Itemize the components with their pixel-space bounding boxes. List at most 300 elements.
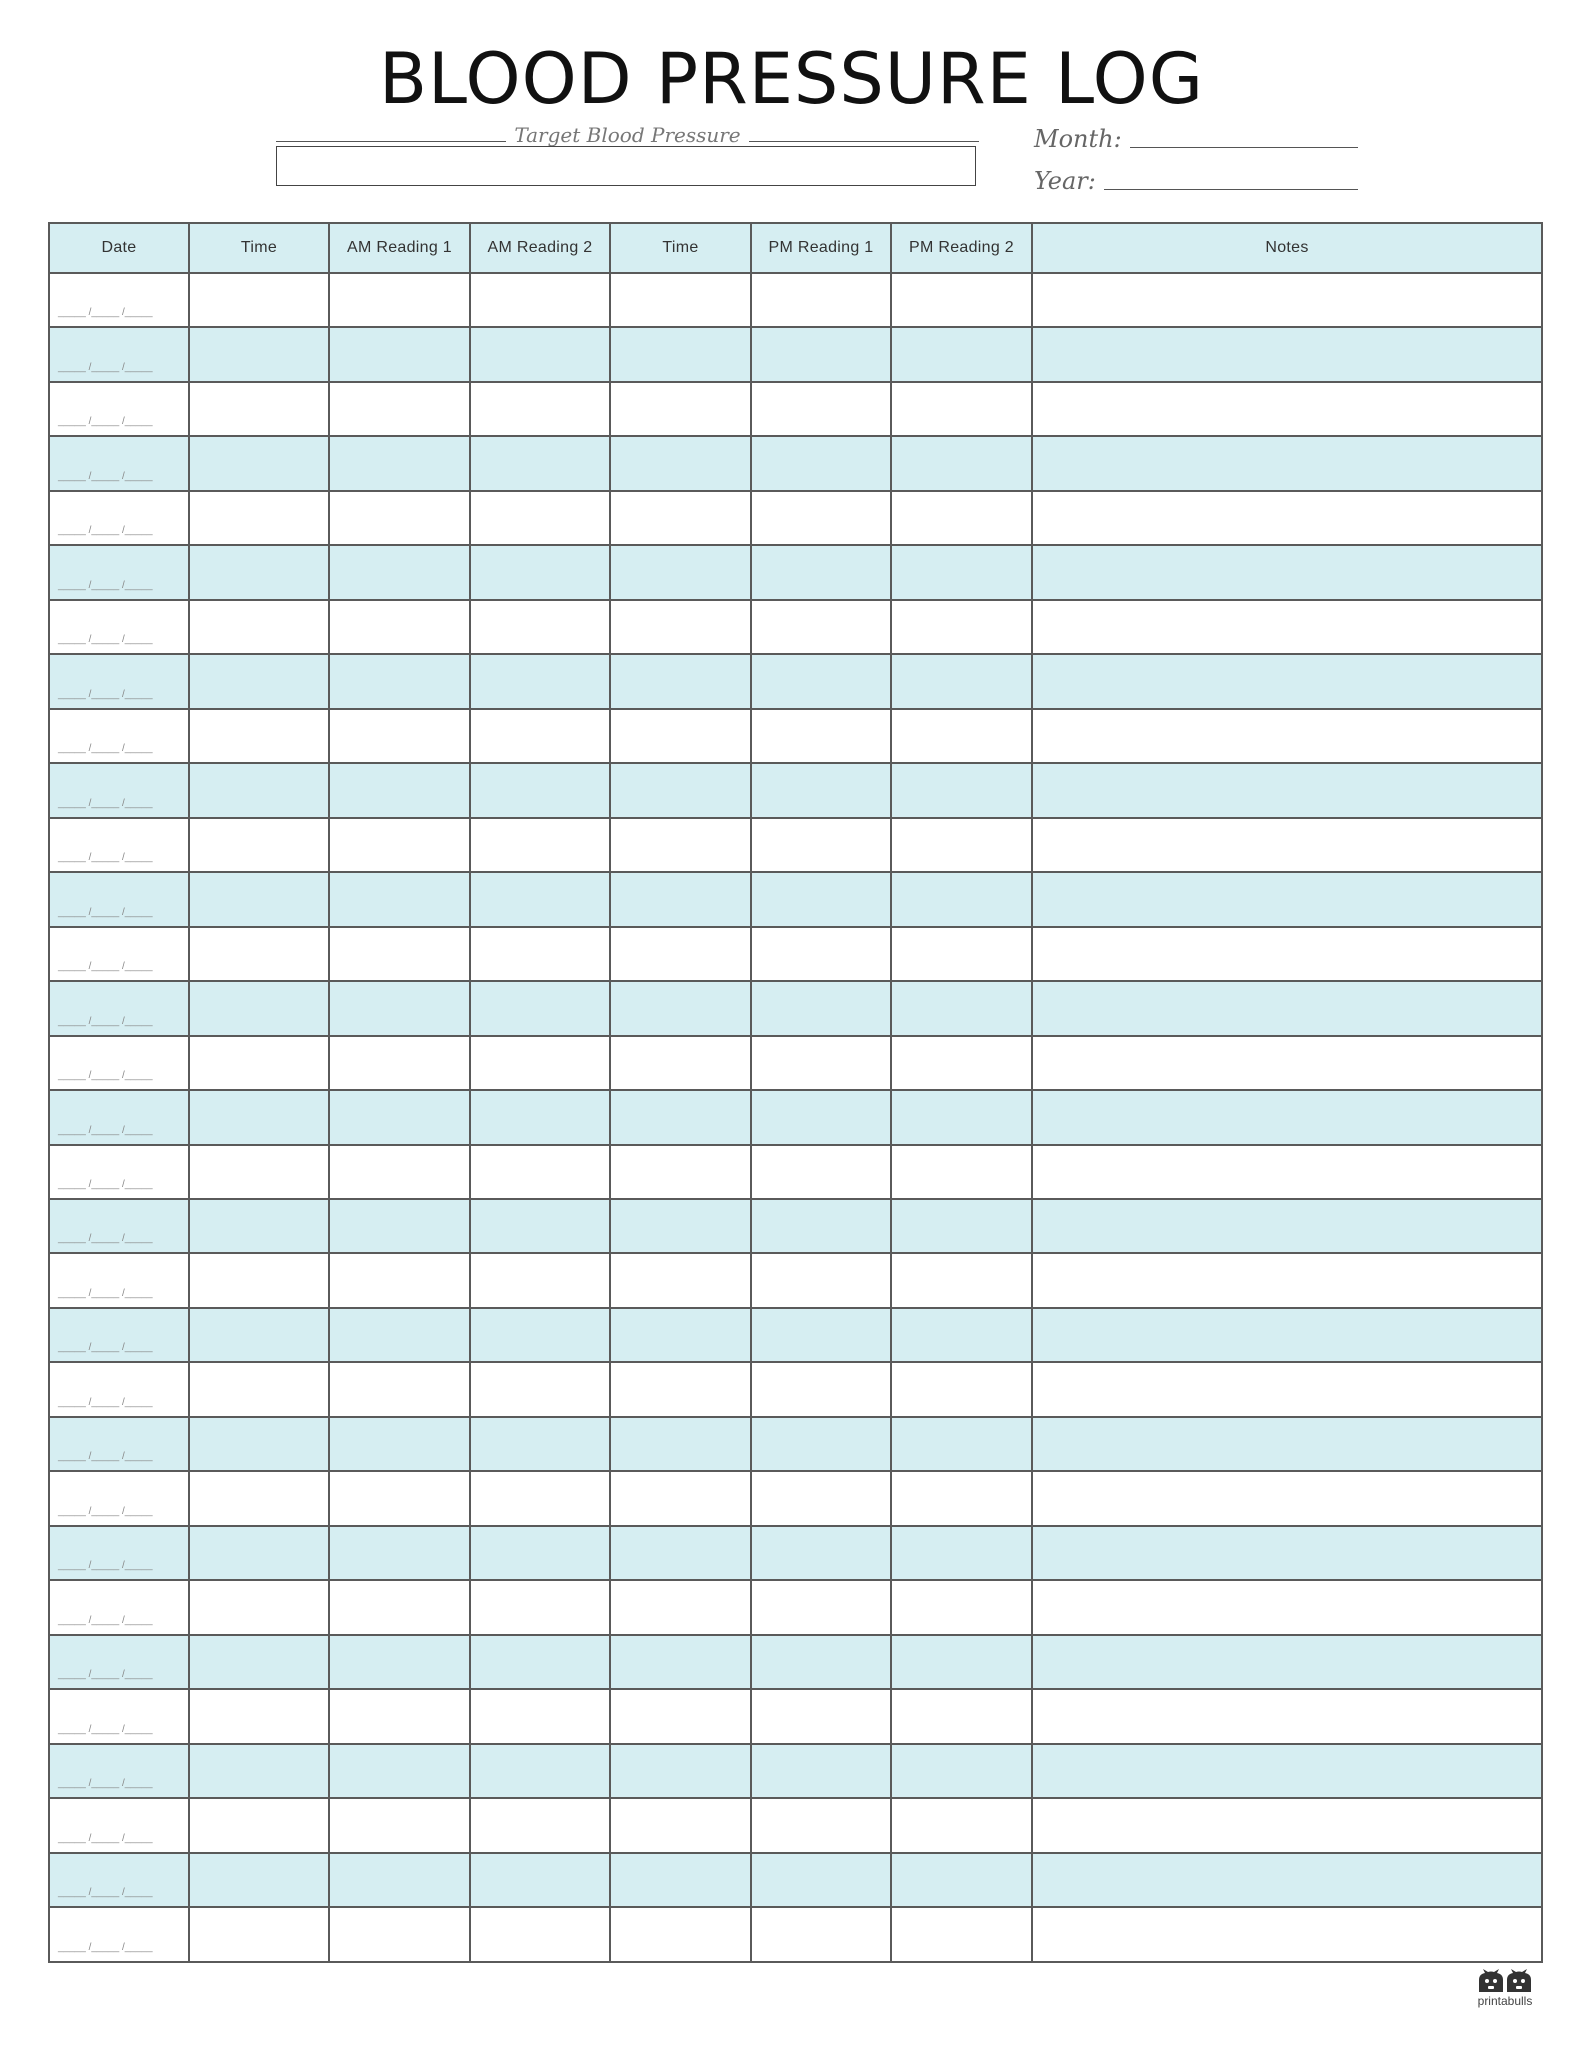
date-placeholder: _____ /_____ /_____ [58, 1342, 153, 1354]
am-reading-1-cell[interactable] [329, 1308, 470, 1362]
notes-cell[interactable] [1032, 1580, 1542, 1634]
am-time-cell[interactable] [189, 1635, 329, 1689]
pm-reading-2-cell[interactable] [891, 600, 1032, 654]
month-field[interactable] [1130, 147, 1358, 148]
pm-reading-1-cell[interactable] [751, 1853, 891, 1907]
notes-cell[interactable] [1032, 1253, 1542, 1307]
am-reading-1-cell[interactable] [329, 1090, 470, 1144]
pm-reading-2-cell[interactable] [891, 1090, 1032, 1144]
date-cell[interactable] [49, 1798, 189, 1852]
am-reading-1-cell[interactable] [329, 818, 470, 872]
am-reading-2-cell[interactable] [470, 1798, 610, 1852]
am-time-cell[interactable] [189, 1253, 329, 1307]
am-reading-1-cell[interactable] [329, 1635, 470, 1689]
date-cell[interactable] [49, 654, 189, 708]
notes-cell[interactable] [1032, 436, 1542, 490]
am-reading-1-cell[interactable] [329, 1853, 470, 1907]
date-cell[interactable] [49, 1907, 189, 1962]
date-placeholder: _____ /_____ /_____ [58, 1669, 153, 1681]
date-cell[interactable] [49, 1744, 189, 1798]
pm-reading-2-cell[interactable] [891, 1417, 1032, 1471]
pm-reading-1-cell[interactable] [751, 654, 891, 708]
notes-cell[interactable] [1032, 1036, 1542, 1090]
notes-cell[interactable] [1032, 1853, 1542, 1907]
am-reading-2-cell[interactable] [470, 1036, 610, 1090]
am-reading-1-cell[interactable] [329, 327, 470, 381]
column-header-am-reading-1: AM Reading 1 [329, 223, 470, 273]
pm-reading-1-cell[interactable] [751, 273, 891, 327]
am-time-cell[interactable] [189, 1471, 329, 1525]
notes-cell[interactable] [1032, 927, 1542, 981]
pm-reading-2-cell[interactable] [891, 709, 1032, 763]
table-row [49, 1907, 1542, 1962]
am-time-cell[interactable] [189, 273, 329, 327]
am-reading-2-cell[interactable] [470, 654, 610, 708]
am-time-cell[interactable] [189, 981, 329, 1035]
target-blood-pressure-field[interactable] [276, 146, 976, 186]
date-cell[interactable] [49, 1580, 189, 1634]
pm-reading-1-cell[interactable] [751, 1907, 891, 1962]
pm-time-cell[interactable] [610, 1090, 751, 1144]
date-cell[interactable] [49, 1635, 189, 1689]
table-row [49, 1689, 1542, 1743]
am-reading-2-cell[interactable] [470, 1253, 610, 1307]
pm-time-cell[interactable] [610, 273, 751, 327]
date-cell[interactable] [49, 1526, 189, 1580]
notes-cell[interactable] [1032, 1689, 1542, 1743]
pm-time-cell[interactable] [610, 1471, 751, 1525]
pm-reading-2-cell[interactable] [891, 763, 1032, 817]
notes-cell[interactable] [1032, 818, 1542, 872]
am-reading-2-cell[interactable] [470, 981, 610, 1035]
am-time-cell[interactable] [189, 763, 329, 817]
pm-time-cell[interactable] [610, 654, 751, 708]
pm-reading-1-cell[interactable] [751, 1253, 891, 1307]
am-reading-2-cell[interactable] [470, 818, 610, 872]
notes-cell[interactable] [1032, 327, 1542, 381]
pm-time-cell[interactable] [610, 1635, 751, 1689]
am-reading-1-cell[interactable] [329, 709, 470, 763]
date-cell[interactable] [49, 1853, 189, 1907]
pm-time-cell[interactable] [610, 382, 751, 436]
pm-time-cell[interactable] [610, 927, 751, 981]
date-cell[interactable] [49, 981, 189, 1035]
pm-time-cell[interactable] [610, 1308, 751, 1362]
am-time-cell[interactable] [189, 1308, 329, 1362]
pm-time-cell[interactable] [610, 1036, 751, 1090]
am-time-cell[interactable] [189, 327, 329, 381]
am-reading-2-cell[interactable] [470, 1199, 610, 1253]
pm-reading-1-cell[interactable] [751, 1362, 891, 1416]
date-placeholder: _____ /_____ /_____ [58, 579, 153, 591]
am-time-cell[interactable] [189, 1798, 329, 1852]
am-reading-2-cell[interactable] [470, 1471, 610, 1525]
date-cell[interactable] [49, 436, 189, 490]
notes-cell[interactable] [1032, 1798, 1542, 1852]
date-cell[interactable] [49, 382, 189, 436]
target-blood-pressure-label: Target Blood Pressure [514, 123, 741, 147]
notes-cell[interactable] [1032, 1744, 1542, 1798]
date-placeholder: _____ /_____ /_____ [58, 1942, 153, 1953]
pm-reading-1-cell[interactable] [751, 1635, 891, 1689]
date-cell[interactable] [49, 709, 189, 763]
target-rule-right [749, 141, 979, 142]
am-reading-2-cell[interactable] [470, 1526, 610, 1580]
notes-cell[interactable] [1032, 1362, 1542, 1416]
am-reading-2-cell[interactable] [470, 273, 610, 327]
page-title: BLOOD PRESSURE LOG [378, 38, 1205, 120]
pm-reading-2-cell[interactable] [891, 654, 1032, 708]
notes-cell[interactable] [1032, 654, 1542, 708]
date-cell[interactable] [49, 818, 189, 872]
am-reading-2-cell[interactable] [470, 436, 610, 490]
date-cell[interactable] [49, 927, 189, 981]
notes-cell[interactable] [1032, 872, 1542, 926]
pm-reading-1-cell[interactable] [751, 1689, 891, 1743]
am-reading-1-cell[interactable] [329, 1798, 470, 1852]
notes-cell[interactable] [1032, 1526, 1542, 1580]
pm-reading-2-cell[interactable] [891, 1798, 1032, 1852]
am-reading-1-cell[interactable] [329, 1362, 470, 1416]
am-reading-1-cell[interactable] [329, 872, 470, 926]
date-cell[interactable] [49, 1145, 189, 1199]
pm-reading-2-cell[interactable] [891, 545, 1032, 599]
pm-reading-1-cell[interactable] [751, 1036, 891, 1090]
pm-reading-1-cell[interactable] [751, 1744, 891, 1798]
date-placeholder: _____ /_____ /_____ [58, 361, 153, 373]
pm-time-cell[interactable] [610, 600, 751, 654]
pm-time-cell[interactable] [610, 1253, 751, 1307]
am-reading-2-cell[interactable] [470, 600, 610, 654]
pm-reading-2-cell[interactable] [891, 1580, 1032, 1634]
am-time-cell[interactable] [189, 545, 329, 599]
pm-reading-2-cell[interactable] [891, 436, 1032, 490]
date-placeholder: _____ /_____ /_____ [58, 307, 153, 319]
pm-reading-1-cell[interactable] [751, 1308, 891, 1362]
am-reading-1-cell[interactable] [329, 981, 470, 1035]
pm-time-cell[interactable] [610, 1689, 751, 1743]
date-placeholder: _____ /_____ /_____ [58, 525, 153, 537]
pm-reading-1-cell[interactable] [751, 763, 891, 817]
pm-time-cell[interactable] [610, 1744, 751, 1798]
am-time-cell[interactable] [189, 436, 329, 490]
year-line [1034, 160, 1358, 194]
am-time-cell[interactable] [189, 872, 329, 926]
pm-reading-1-cell[interactable] [751, 981, 891, 1035]
pm-time-cell[interactable] [610, 1853, 751, 1907]
notes-cell[interactable] [1032, 1635, 1542, 1689]
date-cell[interactable] [49, 600, 189, 654]
notes-cell[interactable] [1032, 763, 1542, 817]
am-time-cell[interactable] [189, 1907, 329, 1962]
am-reading-1-cell[interactable] [329, 1145, 470, 1199]
am-reading-2-cell[interactable] [470, 327, 610, 381]
notes-cell[interactable] [1032, 273, 1542, 327]
date-placeholder: _____ /_____ /_____ [58, 1396, 153, 1408]
date-placeholder: _____ /_____ /_____ [58, 1832, 153, 1844]
am-time-cell[interactable] [189, 1036, 329, 1090]
notes-cell[interactable] [1032, 491, 1542, 545]
am-reading-2-cell[interactable] [470, 709, 610, 763]
date-placeholder: _____ /_____ /_____ [58, 1233, 153, 1245]
pm-time-cell[interactable] [610, 981, 751, 1035]
am-time-cell[interactable] [189, 927, 329, 981]
date-cell[interactable] [49, 1199, 189, 1253]
pm-reading-1-cell[interactable] [751, 1090, 891, 1144]
am-reading-1-cell[interactable] [329, 1471, 470, 1525]
table-row [49, 1036, 1542, 1090]
am-time-cell[interactable] [189, 1090, 329, 1144]
pm-reading-1-cell[interactable] [751, 491, 891, 545]
am-reading-1-cell[interactable] [329, 491, 470, 545]
am-reading-1-cell[interactable] [329, 545, 470, 599]
pm-reading-2-cell[interactable] [891, 1635, 1032, 1689]
date-cell[interactable] [49, 1308, 189, 1362]
date-cell[interactable] [49, 763, 189, 817]
pm-reading-2-cell[interactable] [891, 491, 1032, 545]
am-time-cell[interactable] [189, 600, 329, 654]
date-placeholder: _____ /_____ /_____ [58, 1723, 153, 1735]
column-header-pm-reading-1: PM Reading 1 [751, 223, 891, 273]
am-reading-2-cell[interactable] [470, 1145, 610, 1199]
am-time-cell[interactable] [189, 382, 329, 436]
column-header-date: Date [49, 223, 189, 273]
am-reading-1-cell[interactable] [329, 600, 470, 654]
table-row [49, 981, 1542, 1035]
pm-time-cell[interactable] [610, 436, 751, 490]
date-cell[interactable] [49, 327, 189, 381]
notes-cell[interactable] [1032, 981, 1542, 1035]
am-reading-2-cell[interactable] [470, 1744, 610, 1798]
table-row [49, 1145, 1542, 1199]
pm-reading-1-cell[interactable] [751, 818, 891, 872]
am-reading-1-cell[interactable] [329, 654, 470, 708]
pm-reading-2-cell[interactable] [891, 1689, 1032, 1743]
notes-cell[interactable] [1032, 1308, 1542, 1362]
pm-reading-1-cell[interactable] [751, 1798, 891, 1852]
am-reading-2-cell[interactable] [470, 872, 610, 926]
bulldog-icon [1475, 1968, 1535, 1994]
pm-reading-2-cell[interactable] [891, 1145, 1032, 1199]
am-reading-1-cell[interactable] [329, 1253, 470, 1307]
month-label: Month: [1034, 125, 1122, 153]
log-table-body [49, 273, 1542, 1962]
pm-reading-1-cell[interactable] [751, 600, 891, 654]
pm-reading-1-cell[interactable] [751, 1471, 891, 1525]
am-reading-2-cell[interactable] [470, 1308, 610, 1362]
notes-cell[interactable] [1032, 545, 1542, 599]
am-time-cell[interactable] [189, 1417, 329, 1471]
date-placeholder: _____ /_____ /_____ [58, 1560, 153, 1572]
am-time-cell[interactable] [189, 709, 329, 763]
pm-reading-2-cell[interactable] [891, 273, 1032, 327]
table-row [49, 927, 1542, 981]
pm-reading-2-cell[interactable] [891, 1526, 1032, 1580]
column-header-pm-reading-2: PM Reading 2 [891, 223, 1032, 273]
pm-reading-2-cell[interactable] [891, 927, 1032, 981]
pm-time-cell[interactable] [610, 1907, 751, 1962]
am-time-cell[interactable] [189, 818, 329, 872]
brand-mark [1460, 1968, 1550, 2008]
pm-time-cell[interactable] [610, 872, 751, 926]
pm-reading-2-cell[interactable] [891, 981, 1032, 1035]
table-header-row [49, 223, 1542, 273]
pm-time-cell[interactable] [610, 1417, 751, 1471]
notes-cell[interactable] [1032, 382, 1542, 436]
am-time-cell[interactable] [189, 1145, 329, 1199]
date-cell[interactable] [49, 1253, 189, 1307]
table-row [49, 1471, 1542, 1525]
am-time-cell[interactable] [189, 1199, 329, 1253]
am-reading-1-cell[interactable] [329, 1744, 470, 1798]
am-reading-2-cell[interactable] [470, 1090, 610, 1144]
pm-reading-2-cell[interactable] [891, 1308, 1032, 1362]
notes-cell[interactable] [1032, 1471, 1542, 1525]
am-time-cell[interactable] [189, 1580, 329, 1634]
am-reading-1-cell[interactable] [329, 927, 470, 981]
pm-reading-2-cell[interactable] [891, 872, 1032, 926]
am-reading-1-cell[interactable] [329, 436, 470, 490]
date-cell[interactable] [49, 1090, 189, 1144]
table-row [49, 1417, 1542, 1471]
am-reading-1-cell[interactable] [329, 1526, 470, 1580]
notes-cell[interactable] [1032, 1199, 1542, 1253]
pm-reading-2-cell[interactable] [891, 1744, 1032, 1798]
table-row [49, 872, 1542, 926]
brand-name: printabulls [1477, 1994, 1533, 2008]
pm-time-cell[interactable] [610, 1199, 751, 1253]
am-reading-2-cell[interactable] [470, 1362, 610, 1416]
notes-cell[interactable] [1032, 1417, 1542, 1471]
table-row [49, 1253, 1542, 1307]
pm-reading-1-cell[interactable] [751, 1526, 891, 1580]
am-reading-2-cell[interactable] [470, 1635, 610, 1689]
pm-reading-1-cell[interactable] [751, 1580, 891, 1634]
am-reading-1-cell[interactable] [329, 1580, 470, 1634]
am-reading-1-cell[interactable] [329, 382, 470, 436]
table-row [49, 1308, 1542, 1362]
pm-reading-2-cell[interactable] [891, 1907, 1032, 1962]
am-reading-2-cell[interactable] [470, 1417, 610, 1471]
am-time-cell[interactable] [189, 491, 329, 545]
pm-time-cell[interactable] [610, 763, 751, 817]
am-reading-2-cell[interactable] [470, 545, 610, 599]
pm-reading-1-cell[interactable] [751, 709, 891, 763]
date-cell[interactable] [49, 1689, 189, 1743]
date-cell[interactable] [49, 491, 189, 545]
date-cell[interactable] [49, 1417, 189, 1471]
date-placeholder: _____ /_____ /_____ [58, 1505, 153, 1517]
am-reading-2-cell[interactable] [470, 382, 610, 436]
table-row [49, 327, 1542, 381]
am-time-cell[interactable] [189, 1689, 329, 1743]
date-cell[interactable] [49, 1362, 189, 1416]
table-row [49, 273, 1542, 327]
pm-reading-2-cell[interactable] [891, 1253, 1032, 1307]
pm-reading-2-cell[interactable] [891, 1199, 1032, 1253]
pm-reading-2-cell[interactable] [891, 818, 1032, 872]
am-reading-1-cell[interactable] [329, 763, 470, 817]
column-header-notes: Notes [1032, 223, 1542, 273]
am-reading-2-cell[interactable] [470, 1580, 610, 1634]
pm-reading-1-cell[interactable] [751, 436, 891, 490]
pm-time-cell[interactable] [610, 1798, 751, 1852]
notes-cell[interactable] [1032, 1145, 1542, 1199]
date-cell[interactable] [49, 273, 189, 327]
pm-reading-2-cell[interactable] [891, 382, 1032, 436]
table-row [49, 1362, 1542, 1416]
am-reading-1-cell[interactable] [329, 273, 470, 327]
date-cell[interactable] [49, 1036, 189, 1090]
pm-time-cell[interactable] [610, 1580, 751, 1634]
am-time-cell[interactable] [189, 654, 329, 708]
am-reading-1-cell[interactable] [329, 1417, 470, 1471]
date-cell[interactable] [49, 1471, 189, 1525]
pm-reading-1-cell[interactable] [751, 1417, 891, 1471]
am-time-cell[interactable] [189, 1362, 329, 1416]
pm-time-cell[interactable] [610, 1362, 751, 1416]
pm-reading-2-cell[interactable] [891, 1036, 1032, 1090]
notes-cell[interactable] [1032, 600, 1542, 654]
am-reading-2-cell[interactable] [470, 491, 610, 545]
notes-cell[interactable] [1032, 1090, 1542, 1144]
date-placeholder: _____ /_____ /_____ [58, 1287, 153, 1299]
notes-cell[interactable] [1032, 1907, 1542, 1962]
am-time-cell[interactable] [189, 1853, 329, 1907]
pm-reading-1-cell[interactable] [751, 382, 891, 436]
am-reading-2-cell[interactable] [470, 1907, 610, 1962]
date-placeholder: _____ /_____ /_____ [58, 470, 153, 482]
am-reading-1-cell[interactable] [329, 1036, 470, 1090]
pm-reading-2-cell[interactable] [891, 1471, 1032, 1525]
pm-reading-1-cell[interactable] [751, 927, 891, 981]
table-row [49, 654, 1542, 708]
pm-time-cell[interactable] [610, 709, 751, 763]
pm-reading-1-cell[interactable] [751, 327, 891, 381]
am-reading-2-cell[interactable] [470, 763, 610, 817]
table-row [49, 1090, 1542, 1144]
am-time-cell[interactable] [189, 1526, 329, 1580]
pm-time-cell[interactable] [610, 491, 751, 545]
date-cell[interactable] [49, 545, 189, 599]
am-reading-1-cell[interactable] [329, 1199, 470, 1253]
pm-reading-2-cell[interactable] [891, 327, 1032, 381]
pm-time-cell[interactable] [610, 545, 751, 599]
am-reading-2-cell[interactable] [470, 1689, 610, 1743]
pm-reading-1-cell[interactable] [751, 1199, 891, 1253]
pm-time-cell[interactable] [610, 1145, 751, 1199]
pm-reading-1-cell[interactable] [751, 872, 891, 926]
am-reading-2-cell[interactable] [470, 927, 610, 981]
table-row [49, 491, 1542, 545]
am-time-cell[interactable] [189, 1744, 329, 1798]
pm-time-cell[interactable] [610, 818, 751, 872]
am-reading-1-cell[interactable] [329, 1907, 470, 1962]
pm-reading-2-cell[interactable] [891, 1362, 1032, 1416]
pm-time-cell[interactable] [610, 1526, 751, 1580]
pm-reading-1-cell[interactable] [751, 1145, 891, 1199]
pm-time-cell[interactable] [610, 327, 751, 381]
pm-reading-1-cell[interactable] [751, 545, 891, 599]
am-reading-2-cell[interactable] [470, 1853, 610, 1907]
pm-reading-2-cell[interactable] [891, 1853, 1032, 1907]
notes-cell[interactable] [1032, 709, 1542, 763]
year-field[interactable] [1104, 189, 1358, 190]
date-cell[interactable] [49, 872, 189, 926]
month-line [1034, 118, 1358, 152]
am-reading-1-cell[interactable] [329, 1689, 470, 1743]
table-row [49, 1744, 1542, 1798]
